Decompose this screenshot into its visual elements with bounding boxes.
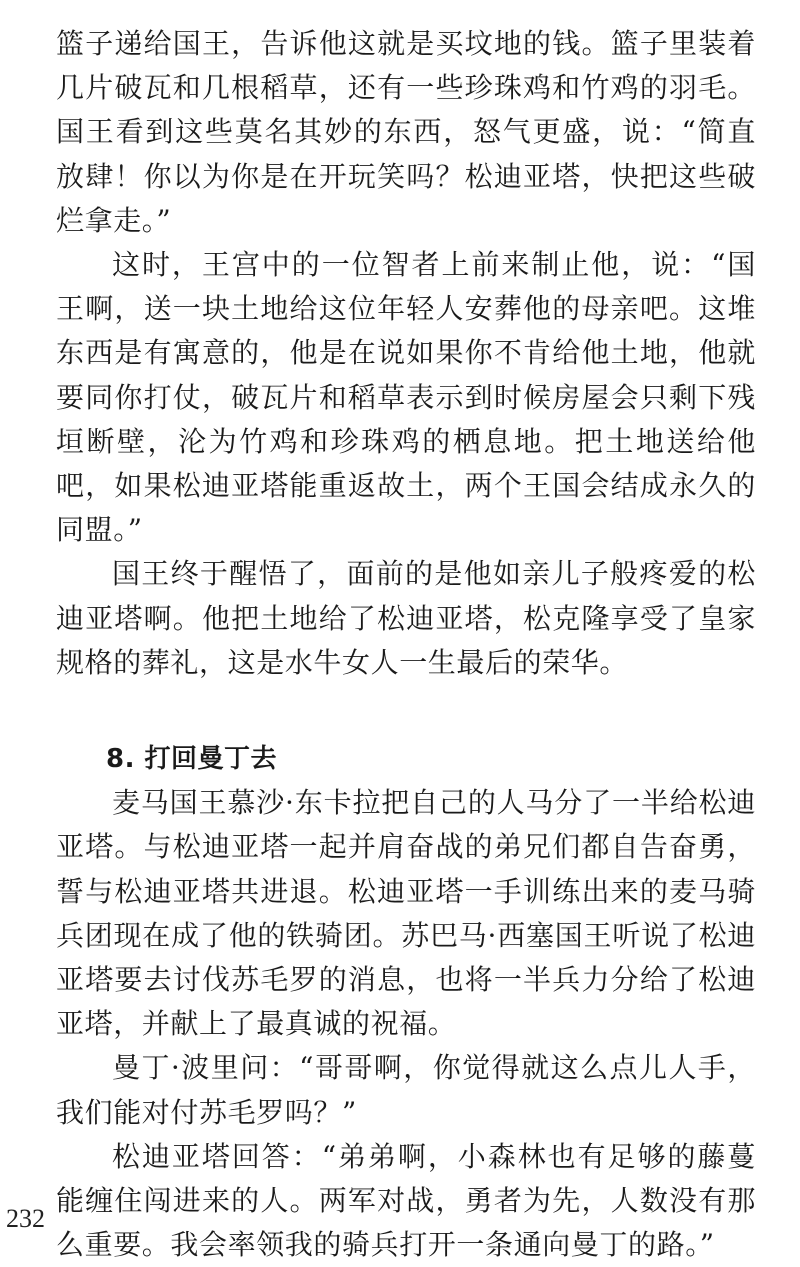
paragraph: 国王终于醒悟了，面前的是他如亲儿子般疼爱的松迪亚塔啊。他把土地给了松迪亚塔，松克隆享受了皇家规格的葬礼，这是水牛女人一生最后的荣华。 (56, 557, 756, 679)
paragraph: 曼丁·波里问：“哥哥啊，你觉得就这么点儿人手，我们能对付苏毛罗吗？” (56, 1051, 756, 1129)
page-number: 232 (6, 1204, 45, 1233)
paragraph-continued: 篮子递给国王，告诉他这就是买坟地的钱。篮子里装着几片破瓦和几根稻草，还有一些珍珠鸡和竹鸡的羽毛。国王看到这些莫名其妙的东西，怒气更盛，说：“简直放肆！你以为你是在开玩笑吗？松迪亚塔，快把这些破烂拿走。” (56, 27, 756, 237)
section-heading: 8. 打回曼丁去 (106, 744, 278, 775)
page-body (56, 22, 756, 1267)
paragraph: 麦马国王慕沙·东卡拉把自己的人马分了一半给松迪亚塔。与松迪亚塔一起并肩奋战的弟兄们都自告奋勇，誓与松迪亚塔共进退。松迪亚塔一手训练出来的麦马骑兵团现在成了他的铁骑团。苏巴马·西塞国王听说了松迪亚塔要去讨伐苏毛罗的消息，也将一半兵力分给了松迪亚塔，并献上了最真诚的祝福。 (56, 786, 756, 1041)
paragraph: 松迪亚塔回答：“弟弟啊，小森林也有足够的藤蔓能缠住闯进来的人。两军对战，勇者为先，人数没有那么重要。我会率领我的骑兵打开一条通向曼丁的路。” (56, 1139, 756, 1262)
paragraph: 这时，王宫中的一位智者上前来制止他，说：“国王啊，送一块土地给这位年轻人安葬他的母亲吧。这堆东西是有寓意的，他是在说如果你不肯给他土地，他就要同你打仗，破瓦片和稻草表示到时候房屋会只剩下残垣断壁，沦为竹鸡和珍珠鸡的栖息地。把土地送给他吧，如果松迪亚塔能重返故土，两个王国会结成永久的同盟。” (56, 248, 756, 547)
